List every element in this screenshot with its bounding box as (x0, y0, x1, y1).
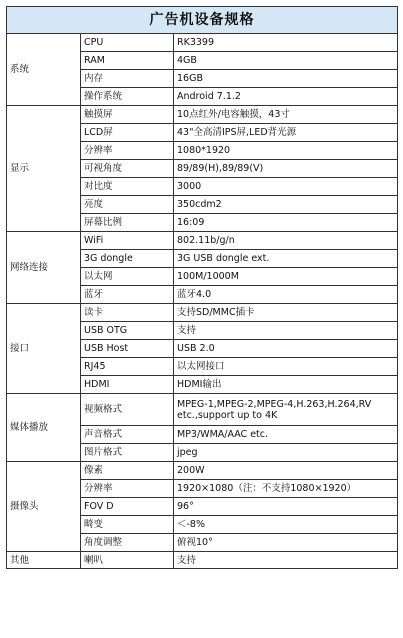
category-cell: 摄像头 (7, 462, 81, 552)
value-cell: 16:09 (174, 214, 398, 232)
item-cell: 分辨率 (81, 142, 174, 160)
value-cell: 4GB (174, 52, 398, 70)
spec-row (7, 106, 398, 124)
spec-row (7, 304, 398, 322)
item-cell: 喇叭 (81, 552, 174, 569)
item-cell: WiFi (81, 232, 174, 250)
category-cell: 显示 (7, 106, 81, 232)
value-cell: jpeg (174, 444, 398, 462)
category-cell: 其他 (7, 552, 81, 569)
item-cell: 声音格式 (81, 426, 174, 444)
value-cell: RK3399 (174, 34, 398, 52)
category-cell: 接口 (7, 304, 81, 394)
item-cell: CPU (81, 34, 174, 52)
spec-row (7, 394, 398, 426)
item-cell: FOV D (81, 498, 174, 516)
item-cell: 可视角度 (81, 160, 174, 178)
value-cell: HDMI输出 (174, 376, 398, 394)
spec-row (7, 34, 398, 52)
category-cell: 网络连接 (7, 232, 81, 304)
item-cell: USB OTG (81, 322, 174, 340)
item-cell: 蓝牙 (81, 286, 174, 304)
item-cell: 对比度 (81, 178, 174, 196)
item-cell: USB Host (81, 340, 174, 358)
value-cell: 支持 (174, 552, 398, 569)
spec-table (6, 6, 398, 569)
value-cell: Android 7.1.2 (174, 88, 398, 106)
item-cell: 3G dongle (81, 250, 174, 268)
spec-row (7, 552, 398, 569)
category-cell: 媒体播放 (7, 394, 81, 462)
value-cell: MPEG-1,MPEG-2,MPEG-4,H.263,H.264,RV etc.,support up to 4K (174, 394, 398, 426)
item-cell: 屏幕比例 (81, 214, 174, 232)
value-cell: USB 2.0 (174, 340, 398, 358)
item-cell: 亮度 (81, 196, 174, 214)
item-cell: LCD屏 (81, 124, 174, 142)
spec-row (7, 462, 398, 480)
value-cell: 200W (174, 462, 398, 480)
value-cell: 100M/1000M (174, 268, 398, 286)
spec-row (7, 232, 398, 250)
value-cell: 43"全高清IPS屏,LED背光源 (174, 124, 398, 142)
item-cell: 角度调整 (81, 534, 174, 552)
item-cell: 内存 (81, 70, 174, 88)
value-cell: 3000 (174, 178, 398, 196)
value-cell: 支持SD/MMC插卡 (174, 304, 398, 322)
value-cell: 3G USB dongle ext. (174, 250, 398, 268)
value-cell: 802.11b/g/n (174, 232, 398, 250)
item-cell: 畸变 (81, 516, 174, 534)
value-cell: 支持 (174, 322, 398, 340)
item-cell: RJ45 (81, 358, 174, 376)
value-cell: ＜-8% (174, 516, 398, 534)
item-cell: HDMI (81, 376, 174, 394)
item-cell: RAM (81, 52, 174, 70)
value-cell: 以太网接口 (174, 358, 398, 376)
item-cell: 读卡 (81, 304, 174, 322)
value-cell: 96° (174, 498, 398, 516)
item-cell: 像素 (81, 462, 174, 480)
value-cell: MP3/WMA/AAC etc. (174, 426, 398, 444)
item-cell: 视频格式 (81, 394, 174, 426)
value-cell: 俯视10° (174, 534, 398, 552)
item-cell: 操作系统 (81, 88, 174, 106)
value-cell: 16GB (174, 70, 398, 88)
value-cell: 1080*1920 (174, 142, 398, 160)
item-cell: 分辨率 (81, 480, 174, 498)
value-cell: 10点红外/电容触摸，43寸 (174, 106, 398, 124)
item-cell: 图片格式 (81, 444, 174, 462)
item-cell: 以太网 (81, 268, 174, 286)
value-cell: 蓝牙4.0 (174, 286, 398, 304)
table-title: 广告机设备规格 (7, 7, 398, 34)
value-cell: 1920×1080（注：不支持1080×1920） (174, 480, 398, 498)
category-cell: 系统 (7, 34, 81, 106)
value-cell: 350cdm2 (174, 196, 398, 214)
item-cell: 触摸屏 (81, 106, 174, 124)
value-cell: 89/89(H),89/89(V) (174, 160, 398, 178)
